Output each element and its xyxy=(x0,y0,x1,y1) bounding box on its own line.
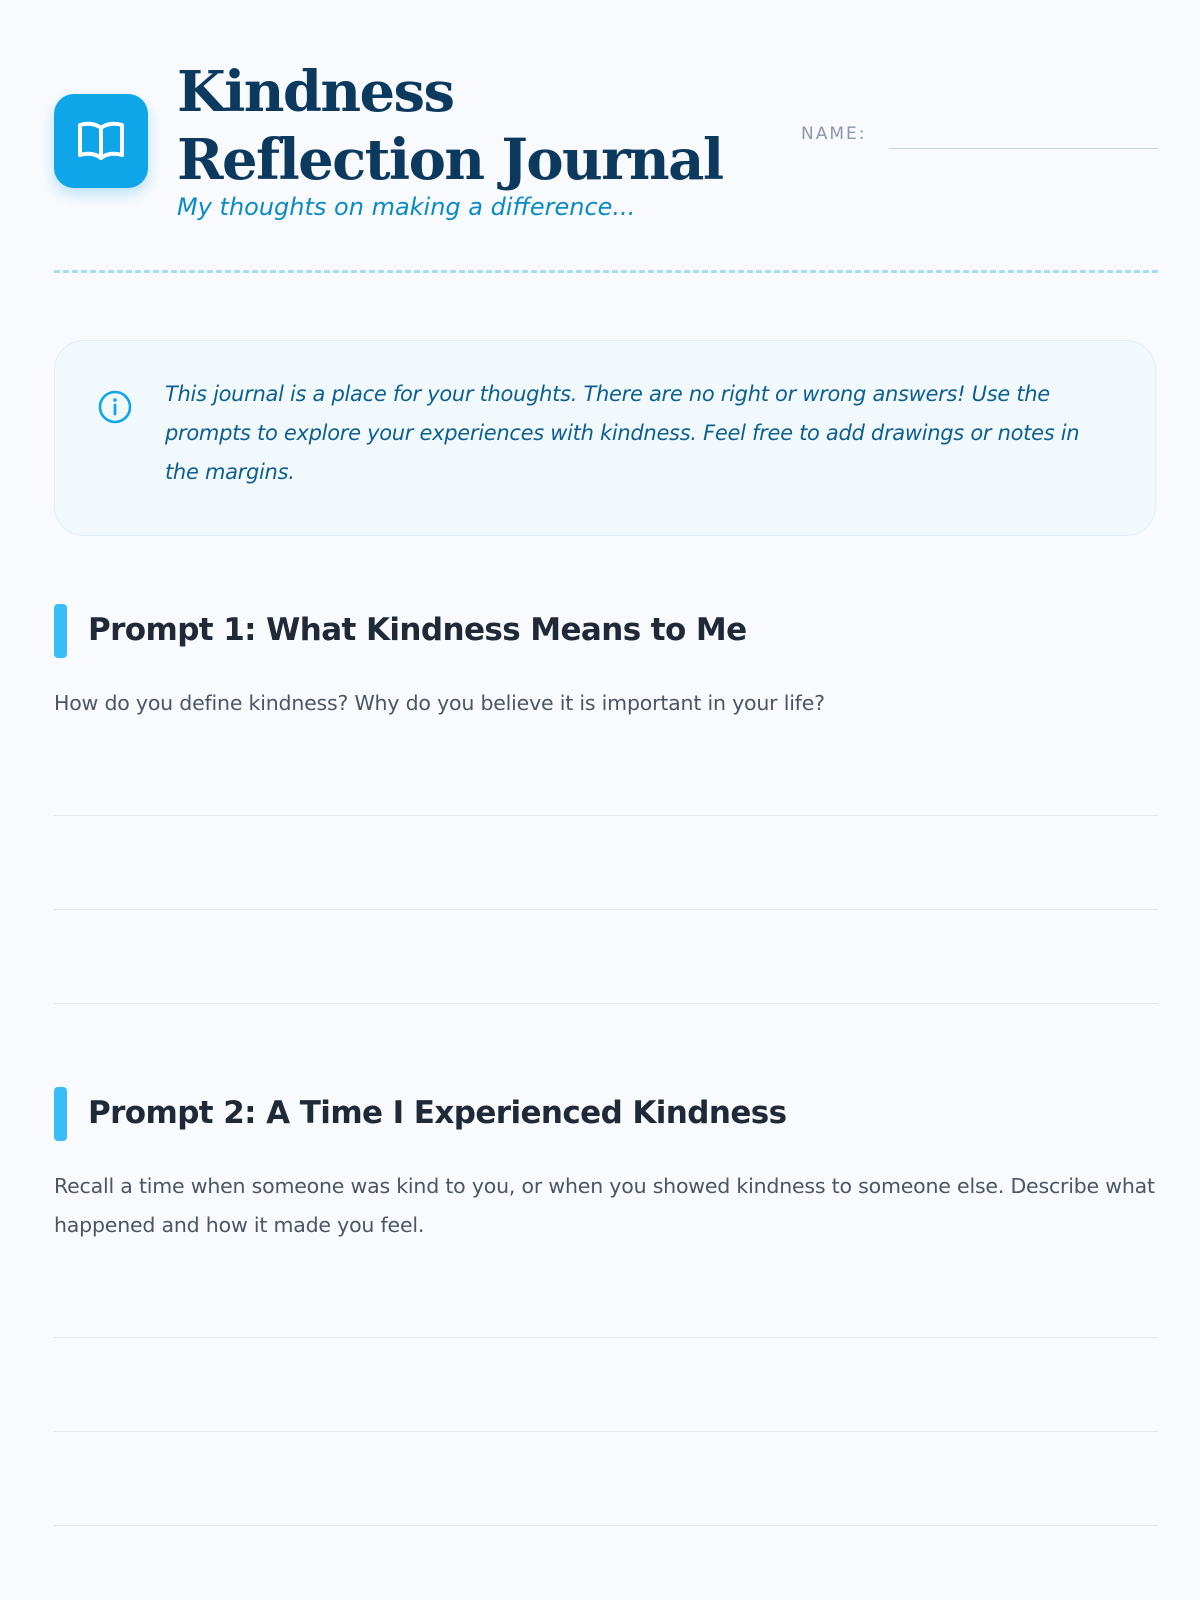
prompt-description: Recall a time when someone was kind to you, or when you showed kindness to someone else. Describe what happened and how it made you feel. xyxy=(54,1174,1155,1237)
prompt-title: Prompt 1: What Kindness Means to Me xyxy=(88,612,747,648)
name-field[interactable] xyxy=(889,148,1158,149)
page-subtitle: My thoughts on making a difference... xyxy=(177,193,636,221)
info-text: This journal is a place for your thoughts. There are no right or wrong answers! Use the prompts to explore your experiences with kindness. Feel free to add drawings or notes in the margins. xyxy=(165,382,1080,484)
answer-line[interactable] xyxy=(54,909,1158,910)
prompt-description: How do you define kindness? Why do you believe it is important in your life? xyxy=(54,691,825,715)
answer-line[interactable] xyxy=(54,1337,1158,1338)
info-box xyxy=(54,340,1156,536)
prompt-accent-bar xyxy=(54,604,67,658)
answer-line[interactable] xyxy=(54,1003,1158,1004)
page-title: Kindness Reflection Journal xyxy=(177,59,723,193)
journal-header xyxy=(54,58,1158,228)
answer-line[interactable] xyxy=(54,815,1158,816)
prompt-accent-bar xyxy=(54,1087,67,1141)
name-label: NAME: xyxy=(801,124,867,144)
dashed-divider xyxy=(54,270,1158,273)
open-book-icon xyxy=(76,119,126,163)
answer-line[interactable] xyxy=(54,1431,1158,1432)
journal-page xyxy=(54,0,1158,1600)
info-circle-icon xyxy=(97,389,133,425)
logo xyxy=(54,94,148,188)
answer-line[interactable] xyxy=(54,1525,1158,1526)
prompt-title: Prompt 2: A Time I Experienced Kindness xyxy=(88,1095,787,1131)
